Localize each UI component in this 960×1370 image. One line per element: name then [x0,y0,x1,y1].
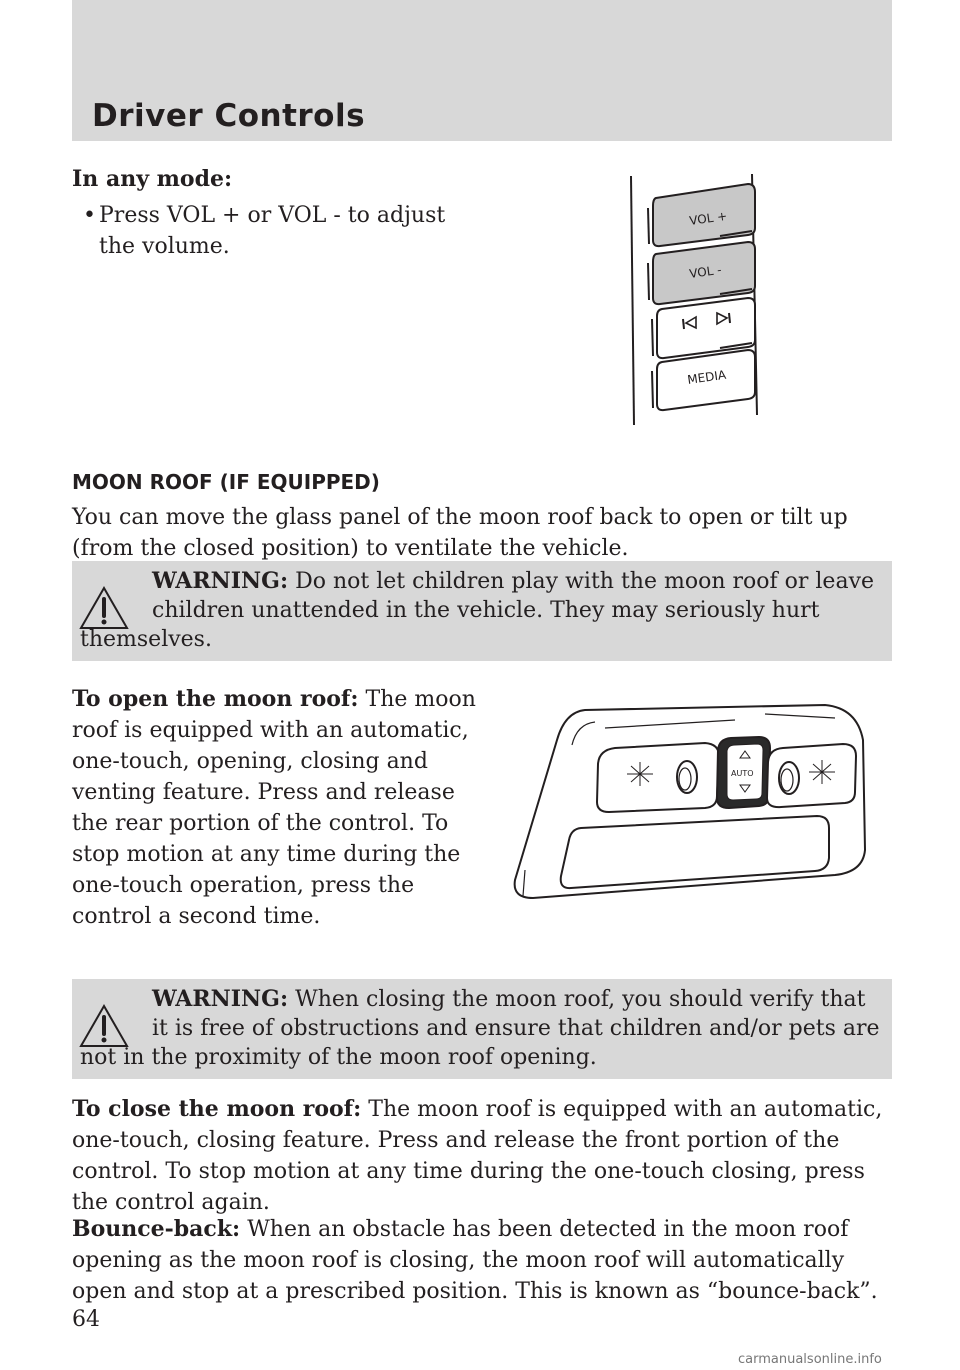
bounce-text: When an obstacle has been detected in the moon roof [247,1217,849,1242]
vol-minus-label: VOL - [688,262,723,281]
open-line: roof is equipped with an automatic, [72,718,469,743]
bounce-label: Bounce-back: [72,1216,241,1242]
warning-line: not in the proximity of the moon roof opening. [80,1045,597,1070]
bounce-line [72,1214,902,1245]
header-band [72,0,892,141]
page-number: 64 [72,1307,100,1332]
open-line: control a second time. [72,904,321,929]
open-text: The moon [365,687,476,712]
close-line [72,1094,902,1125]
warning-line: it is free of obstructions and ensure that children and/or pets are [152,1016,880,1041]
open-line: the rear portion of the control. To [72,811,449,836]
bullet-icon: • [83,203,96,228]
bounce-line: open and stop at a prescribed position. This is known as “bounce-back”. [72,1279,878,1304]
overhead-console-illustration [505,700,875,910]
open-line: venting feature. Press and release [72,780,455,805]
warning-line: themselves. [80,627,212,652]
close-label: To close the moon roof: [72,1096,362,1122]
open-line [72,684,492,715]
open-line: one-touch, opening, closing and [72,749,428,774]
intro-line: You can move the glass panel of the moon roof back to open or tilt up [72,505,848,530]
steering-audio-controls-illustration [620,170,770,430]
mode-heading-text: In any mode: [72,166,233,192]
warning-label: WARNING: [152,568,289,594]
warning-line: children unattended in the vehicle. They may seriously hurt [152,598,820,623]
close-line: the control again. [72,1190,270,1215]
warning-text: When closing the moon roof, you should verify that [295,987,866,1012]
warning-text: Do not let children play with the moon roof or leave [295,569,875,594]
open-line: stop motion at any time during the [72,842,461,867]
vol-bullet-item [83,200,483,262]
open-line: one-touch operation, press the [72,873,415,898]
warning-line [152,567,874,596]
open-label: To open the moon roof: [72,686,359,712]
open-instructions [72,684,492,932]
watermark: carmanualsonline.info [738,1352,882,1367]
close-line: control. To stop motion at any time during the one-touch closing, press [72,1159,865,1184]
vol-plus-label: VOL + [688,208,729,228]
moon-roof-intro [72,502,902,564]
close-line: one-touch, closing feature. Press and release the front portion of the [72,1128,840,1153]
auto-label: AUTO [731,769,754,778]
vol-bullet-line2: the volume. [99,234,230,259]
close-text: The moon roof is equipped with an automatic, [368,1097,883,1122]
media-label: MEDIA [686,367,727,387]
page-title: Driver Controls [92,98,366,134]
bounce-line: opening as the moon roof is closing, the moon roof will automatically [72,1248,845,1273]
close-instructions [72,1094,902,1218]
intro-line: (from the closed position) to ventilate the vehicle. [72,536,629,561]
section-heading: MOON ROOF (IF EQUIPPED) [72,470,380,494]
vol-bullet-line1: Press VOL + or VOL - to adjust [99,203,446,228]
bounce-back-instructions [72,1214,902,1307]
warning-label: WARNING: [152,986,289,1012]
mode-heading [72,164,232,195]
warning-line [152,985,865,1014]
